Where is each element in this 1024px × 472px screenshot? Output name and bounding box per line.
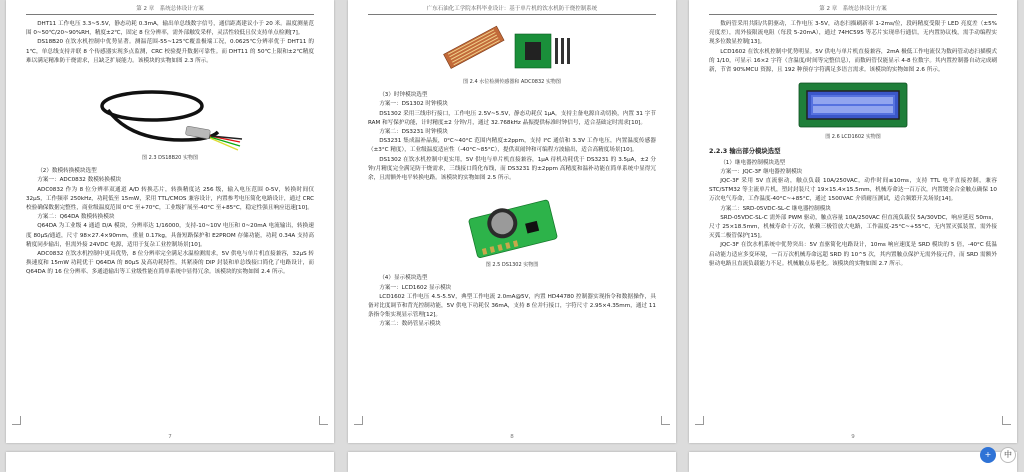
lcd1602-figure (709, 79, 997, 131)
page-corner-mark (319, 416, 328, 425)
paragraph: JQC-3F 采用 5V 直流驱动，触点负载 10A/250VAC，动作时间≤10ms，支持 TTL 电平直接控制，兼容 STC/STM32 等主流单片机，塑封封装尺寸 19×15.4×15.5mm，机械寿命达一百万次，内置镀金合金触点确保 10 万次电气寿命，工作温度-40°C~+85°C，通过 1500VAC 介质耐压测试，适合频繁开关场景[14]。 (709, 178, 997, 203)
figure-caption: 图 2.3 DS18B20 实物图 (142, 155, 198, 162)
page-number: 9 (851, 434, 855, 440)
paragraph: 方案二：数码管显示模块 (379, 321, 441, 328)
paragraph: LCD1602 工作电压 4.5-5.5V，典型工作电流 2.0mA@5V，内置 HD44780 控制器实现指令和数据操作，具备对比度调节和背光控制功能，5V 供电下功耗仅 36mA，支持 8 位并行接口，字符尺寸 2.95×4.35mm，通过 11 条指令集实现显示管理[12]。 (368, 293, 656, 319)
page-corner-mark (354, 416, 363, 425)
paragraph: 方案一：JQC-3F 继电器控制模块 (720, 168, 803, 175)
paragraph: 方案一：DS1302 时钟模块 (379, 101, 448, 108)
paragraph: Q64DA 为工业级 4 通道 D/A 模块，分辨率达 1/16000，支持-10~10V 电压和 0~20mA 电流输出，转换速度 80μS/通道，尺寸 98×27.4×90mm，重量 0.17kg，具备短路保护和 E2PROM 存储功能，功耗 0.34A 支持高精度同步输出，但需外接 24VDC 电源，适用于复杂工业控制场景[10]。 (26, 223, 314, 248)
page-corner-mark (12, 416, 21, 425)
section-heading: 2.2.3 输出部分模块选型 (709, 147, 781, 156)
page-header: 第 2 章 系统总体设计方案 (709, 4, 997, 15)
figure-caption: 图 2.6 LCD1602 实物图 (825, 134, 881, 141)
page-corner-mark (661, 416, 670, 425)
paragraph: DS1302 在饮水机控制中更实用，5V 供电与单片机直接兼容，1μA 待机功耗优于 DS3231 的 3.5μA，±2 分钟/月精度完全满足防干烧需求，三线接口简化布线，而 DS3231 的±2ppm 高精度和温补功能在简单系统中显得冗余，且需额外电平转换电路。该模块的实物如图 2.5 所示。 (368, 156, 656, 182)
paragraph: DHT11 工作电压 3.3~5.5V，静态功耗 0.3mA，输出单总线数字信号，通信距离建议小于 20 米。温度测量范围 0~50℃/20~90%RH，精度±2℃，固定 8 位分辨率，需外部触发采样，灵活性较低且仅支持单点检测[7]。 (26, 21, 314, 37)
next-page-top (348, 452, 676, 472)
next-page-top (6, 452, 334, 472)
paragraph: （3）时钟模块选型 (379, 92, 428, 99)
paragraph: （1）继电器控制模块选型 (720, 159, 786, 166)
add-button[interactable]: + (980, 447, 996, 463)
document-page-1 (6, 0, 334, 443)
page-header: 第 2 章 系统总体设计方案 (26, 4, 314, 15)
document-page-2 (348, 0, 676, 443)
paragraph: 方案二：SRD-05VDC-SL-C 继电器控制模块 (720, 205, 831, 212)
page-corner-mark (695, 416, 704, 425)
paragraph: 方案二：Q64DA 数模转换模块 (37, 214, 115, 221)
paragraph: JQC-3F 在饮水机系统中优势突出：5V 直驱简化电路设计，10ms 响应速度是 SRD 模块的 5 倍，-40°C 低温启动能力适应多变环境，一百万次机械寿命远超 SRD 的 10^5 次，其内置触点保护无需外接元件，而 SRD 需额外驱动电路且直流负载能力不足。机械触点易老化。该模块的实物如图 2.7 所示。 (709, 242, 997, 267)
paragraph: DS1302 采用三线串行接口，工作电压 2.5V~5.5V，静态功耗仅 1μA，支持主备电源自动切换，内置 31 字节 RAM 和写保护功能，计时精度±2 分钟/月，通过 32.768kHz 晶振提供标准时钟信号，适合基础定时需求[10]。 (368, 110, 656, 126)
next-page-top (689, 452, 1017, 472)
paragraph: DS3231 集成温补晶振，0°C~40°C 范围内精度±2ppm，支持 I²C 通信和 3.3V 工作电压，内置温度传感器（±3°C 精度），工业级温度适应性（-40°C~85°C），提供双闹钟和可编程方波输出，适合高精度场景[10]。 (368, 138, 656, 154)
figure-caption: 图 2.5 DS1302 实物图 (485, 262, 539, 269)
page-number: 8 (510, 434, 514, 440)
paragraph: 方案一：LCD1602 显示模块 (379, 284, 452, 291)
page-header: 广东石油化工学院本科毕业设计：基于单片机的饮水机防干烧控制系统 (368, 4, 656, 15)
paragraph: 数码管采用共阳/共阴驱动，工作电压 3-5V，动态扫描刷新率 1-2ms/位，段码精度受限于 LED 亮度差（±5%亮度差），需外接限流电阻（每段 5-20mA），通过 74HC595 等芯片实现串行通信，无内置协议栈，需手动编程实现多位数显控制[13]。 (709, 21, 997, 46)
paragraph: （2）数模转换模块选型 (37, 168, 97, 175)
paragraph: DS18B20 在饮水机控制中优势显著。测温范围-55~125℃覆盖极端工况，0.0625℃分辨率优于 DHT11 的 1℃，单总线支持并联 8 个传感器实现多点监测，CRC 校验提升数据可靠性。而 DHT11 的 50℃上限和±2℃精度难以满足精准防干烧需求，且缺乏扩展能力。该模块的实物如图 2.3 所示。 (26, 39, 314, 64)
paragraph: ADC0832 在饮水机控制中更具优势，8 位分辨率完全满足水温检测需求，5V 供电与单片机直接兼容，32μS 转换速度和 15mW 功耗优于 Q64DA 的 80μS 及高功耗特性，其紧凑的 DIP 封装和单总线接口简化了电路设计，而 Q64DA 的 16 位分辨率、多通道输出等工业级性能在简单系统中显得冗余。该模块的实物如图 2.4 所示。 (26, 251, 314, 276)
figure-caption: 图 2.4 水位检测传感器和 ADC0832 实物图 (463, 79, 561, 85)
paragraph: ADC0832 作为 8 位分辨率双通道 A/D 转换芯片，转换精度达 256 级，输入电压范围 0-5V，转换时间仅 32μS，工作频率 250kHz，功耗低至 15mW，采用 TTL/CMOS 兼容设计，内置参考电压简化电路设计，通过 CRC 校验确保数据完整性，商业级温度范围 0°C 至+70°C，工业级扩展至-40°C 至+85°C，稳定性强且响应迅速[10]。 (26, 186, 314, 212)
ds1302-figure (368, 187, 656, 259)
document-page-3 (689, 0, 1017, 443)
page-body (709, 20, 997, 429)
language-button[interactable]: 中 (1000, 447, 1016, 463)
paragraph: 方案二：DS3231 时钟模块 (379, 129, 448, 136)
paragraph: LCD1602 在饮水机控制中优势明显。5V 供电与单片机直接兼容，2mA 极低工作电流仅为数码管动态扫描模式的 1/10，可显示 16×2 字符（含温度/时间等完整信息），而数码管仅能显示 4-8 位数字。其内置控制器自动完成刷新，节省 90%MCU 资源，且 192 种预存字符满足多语言需求。该模块的实物如图 2.6 所示。 (709, 48, 997, 74)
page-number: 7 (168, 434, 172, 440)
page-body (368, 20, 656, 429)
page-corner-mark (1002, 416, 1011, 425)
paragraph: 方案一：ADC0832 数模转换模块 (37, 177, 122, 184)
paragraph: （4）显示模块选型 (379, 275, 428, 282)
floating-toolbar (980, 447, 1016, 463)
adc-module-figure (368, 24, 656, 76)
page-body (26, 20, 314, 429)
paragraph: SRD-05VDC-SL-C 需外部 PWM 驱动，触点容量 10A/250VAC 但直流负载仅 5A/30VDC，响应延迟 50ms，尺寸 25×18.5mm，机械寿命十万次，依赖三极管放大电路，工作温度-25°C~+55°C，无内置灭弧装置，需外接灭弧二极管保护[15]。 (709, 214, 997, 240)
ds18b20-figure (26, 70, 314, 152)
